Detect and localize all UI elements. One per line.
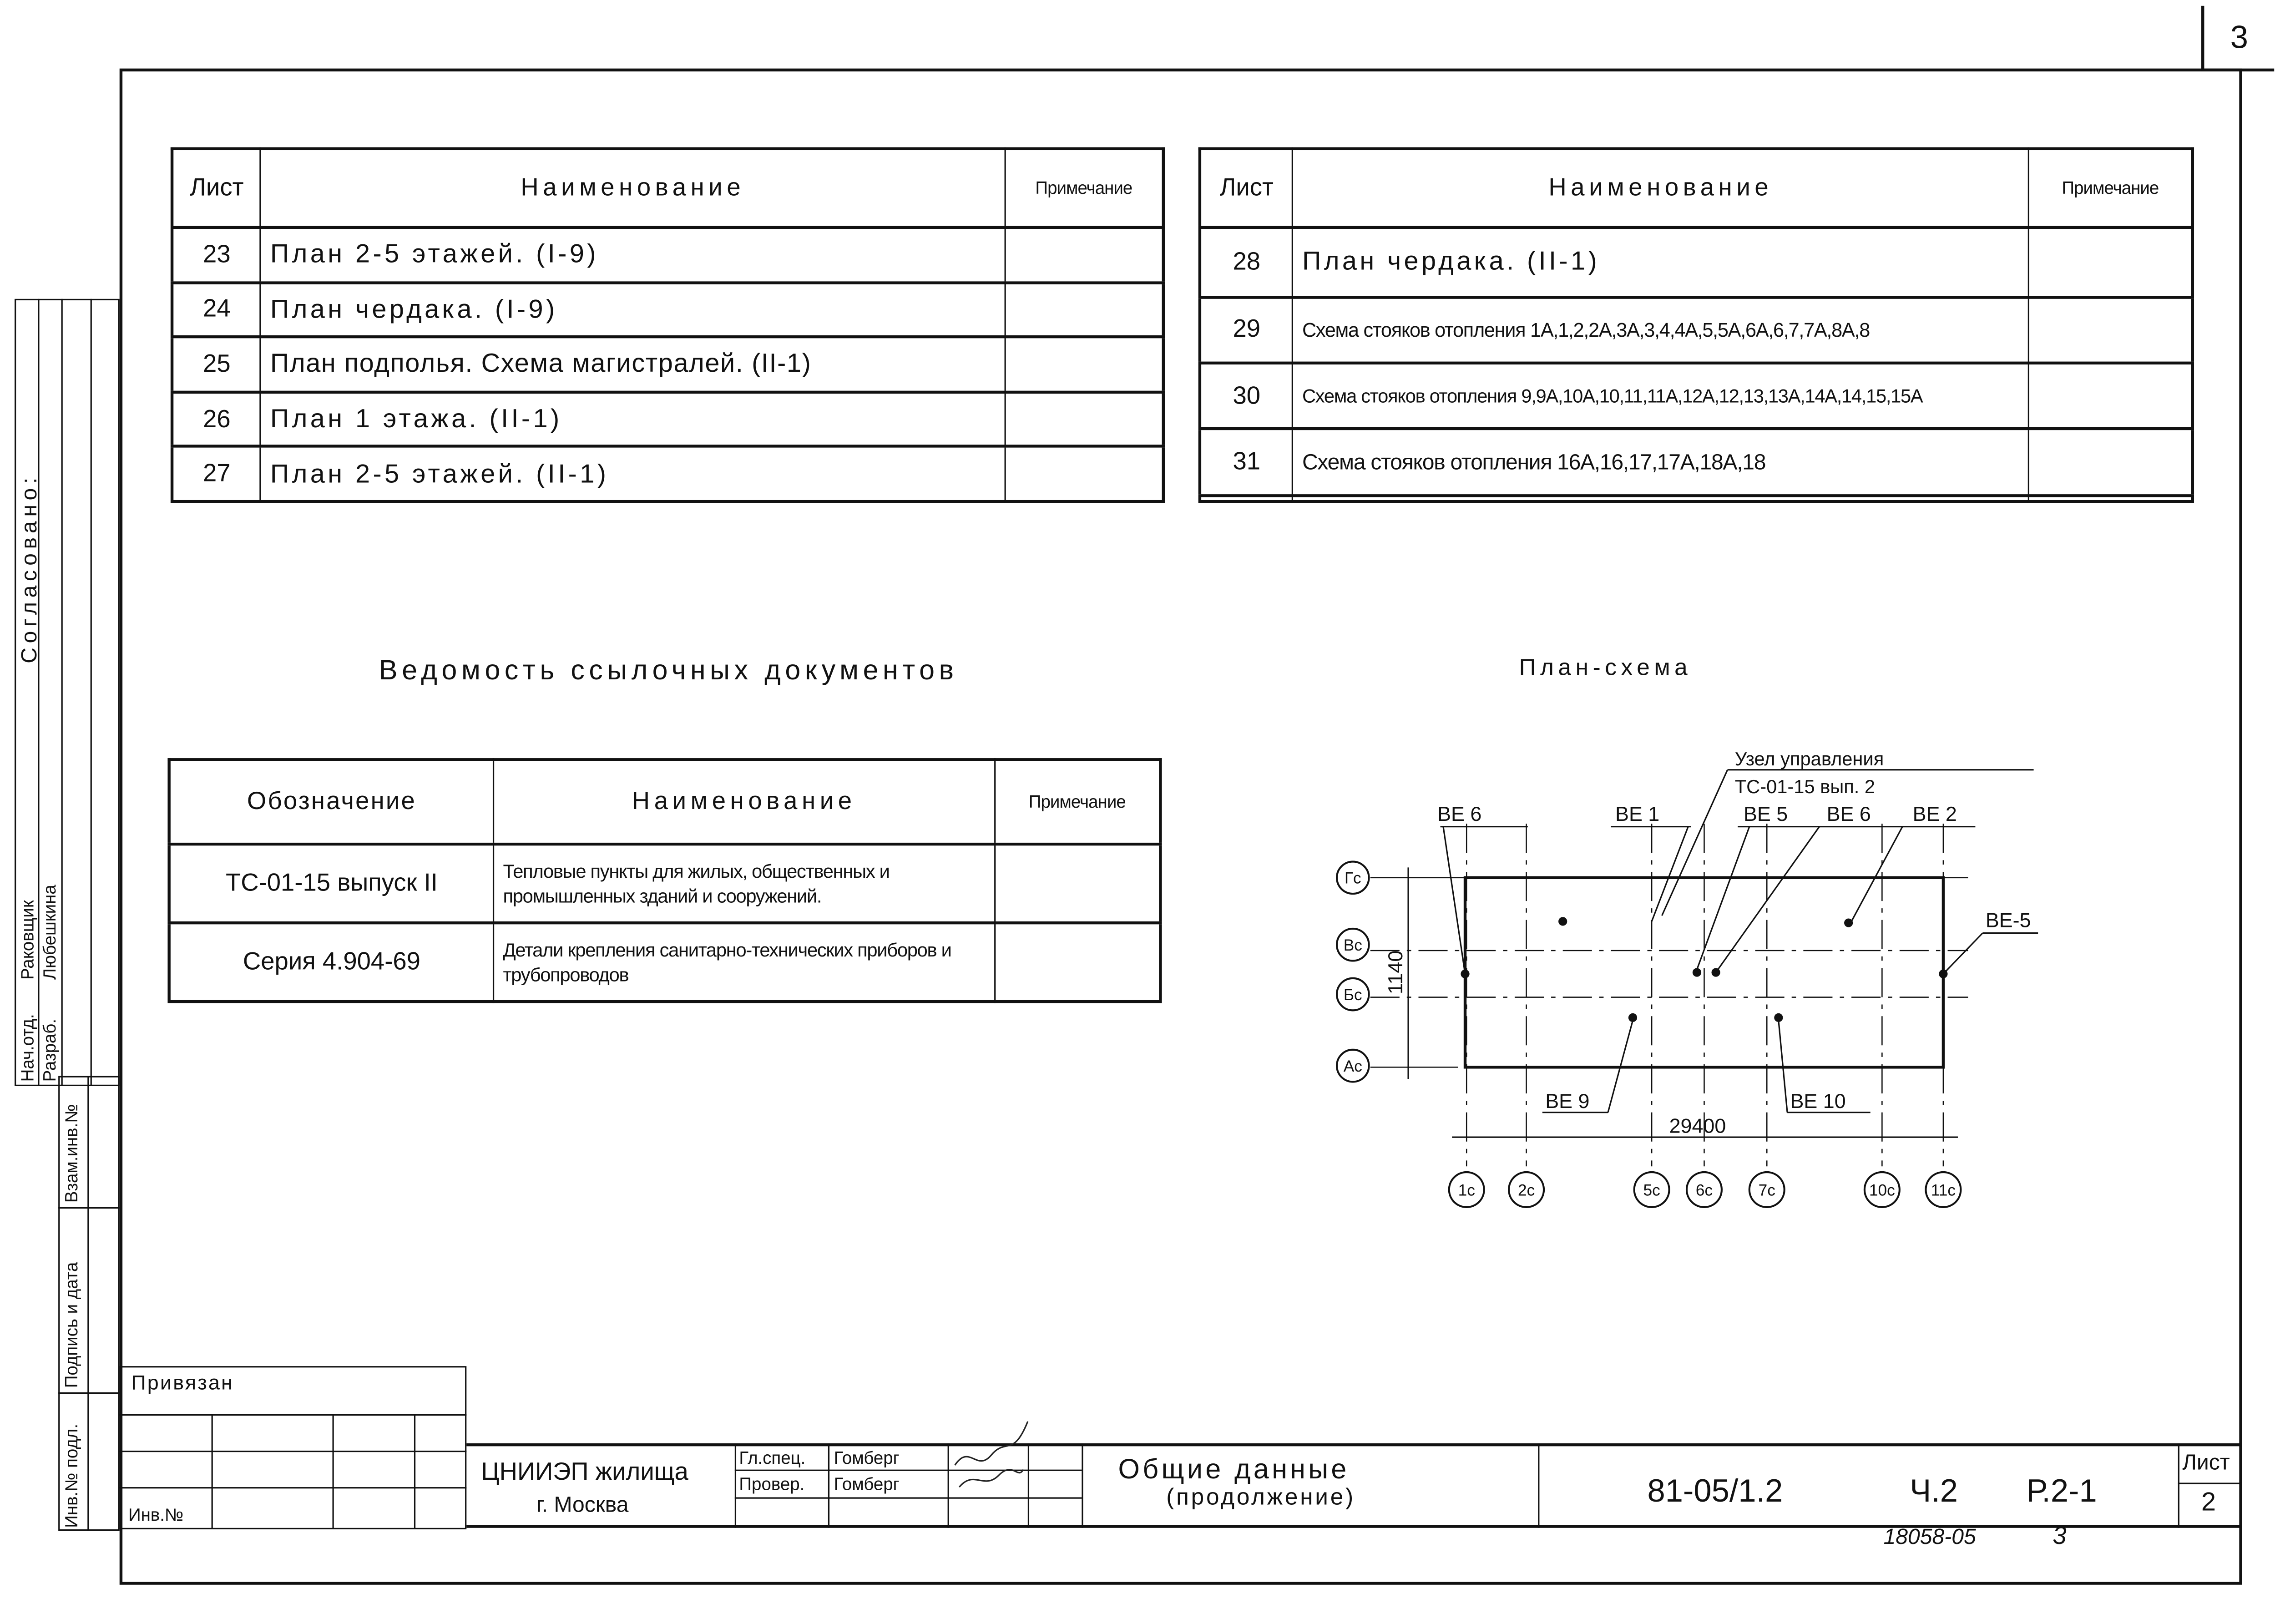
sheet-number: 30 [1200,363,1293,430]
name-developer: Любешкина [39,885,60,980]
inv-no-label: Инв.№ [128,1504,184,1525]
bound-label: Привязан [131,1370,234,1394]
riser-point [1628,1013,1637,1022]
name-checked: Гомберг [834,1474,900,1495]
riser-point [1461,970,1469,978]
ref-designation: ТС-01-15 выпуск II [169,844,494,923]
label-be5: ВЕ 5 [1743,802,1788,825]
replace-inv-label: Взам.инв.№ [61,1104,82,1203]
riser-point [1774,1013,1783,1022]
control-unit-label: Узел управления [1734,748,1884,770]
col-header-designation: Обозначение [169,759,494,844]
sheet-number: 28 [1200,228,1293,297]
riser-point [1711,968,1720,976]
doc-code: 81-05/1.2 [1647,1472,1783,1509]
name-head: Раковщик [17,900,38,980]
sheet-name: Схема стояков отопления 9,9А,10А,10,11,11А,12А,12,13,13А,14А,14,15,15А [1293,363,2028,430]
riser-point [1693,968,1701,976]
sheet-number: 26 [172,392,261,446]
sheet-name: Схема стояков отопления 1А,1,2,2А,3А,3,4,4А,5,5А,6А,6,7,7А,8А,8 [1293,297,2028,363]
sheet-name: План 2-5 этажей. (II-1) [261,447,1005,502]
col-header-note: Примечание [2029,149,2193,228]
axis-label: 1с [1458,1181,1475,1199]
name-chief-spec: Гомберг [834,1447,900,1468]
role-checked: Провер. [739,1474,805,1495]
page-number: 3 [2201,6,2274,71]
sheet-label: Лист [2182,1450,2230,1476]
label-be1: ВЕ 1 [1615,802,1660,825]
label-be6: ВЕ 6 [1437,802,1482,825]
riser-point [1558,917,1567,926]
label-be10: ВЕ 10 [1790,1089,1846,1113]
sheet-number: 25 [172,337,261,392]
role-developer: Разраб. [39,1018,60,1082]
axis-label: 6с [1695,1181,1713,1199]
col-header-note: Примечание [995,759,1161,844]
sheet-name: План 1 этажа. (II-1) [261,392,1005,446]
col-header-note: Примечание [1005,149,1163,228]
axis-label: 7с [1758,1181,1775,1199]
sheet-name: План подполья. Схема магистралей. (II-1) [261,337,1005,392]
archive-number: 18058-05 [1883,1525,1976,1550]
col-header-name: Наименование [261,149,1005,228]
dimension-height: 1140 [1384,950,1407,995]
ref-name: Детали крепления санитарно-технических приборов и трубопроводов [494,923,995,1002]
signature [948,1414,1035,1502]
riser-point [1844,919,1853,927]
axis-label: 2с [1517,1181,1535,1199]
dimension-width: 29400 [1669,1114,1726,1138]
inv-orig-label: Инв.№ подл. [61,1423,82,1528]
doc-part: Ч.2 [1910,1472,1958,1509]
col-header-name: Наименование [494,759,995,844]
sheet-name: План 2-5 этажей. (I-9) [261,228,1005,282]
axis-label: Ас [1343,1057,1362,1075]
ref-name: Тепловые пункты для жилых, общественных и промышленных зданий и сооружений. [494,844,995,923]
sheet-name: План чердака. (II-1) [1293,228,2028,297]
ref-designation: Серия 4.904-69 [169,923,494,1002]
role-chief-spec: Гл.спец. [739,1447,806,1468]
sheet-number: 27 [172,447,261,502]
sheet-number: 29 [1200,297,1293,363]
doc-subtitle: (продолжение) [1166,1485,1355,1511]
control-unit-ref: ТС-01-15 вып. 2 [1734,775,1876,797]
axis-label: Вс [1343,936,1362,955]
agreed-label: Согласовано: [17,473,42,663]
axis-label: 10с [1869,1181,1895,1199]
references-title: Ведомость ссылочных документов [379,656,958,687]
doc-title: Общие данные [1118,1455,1350,1486]
role-head: Нач.отд. [17,1014,38,1082]
sheet-number-value: 2 [2201,1487,2216,1517]
plan-title: План-схема [1519,656,1692,681]
label-be2: ВЕ 2 [1912,802,1957,825]
archive-page: 3 [2053,1522,2067,1550]
sign-date-label: Подпись и дата [61,1262,82,1388]
col-header-sheet: Лист [1200,149,1293,228]
axis-label: Бс [1343,986,1362,1004]
label-be6: ВЕ 6 [1826,802,1871,825]
col-header-name: Наименование [1293,149,2028,228]
label-be5-right: ВЕ-5 [1985,908,2031,932]
doc-section: Р.2-1 [2026,1472,2097,1509]
sheet-name: Схема стояков отопления 16А,16,17,17А,18А,18 [1293,429,2028,496]
sheet-number: 23 [172,228,261,282]
org-name: ЦНИИЭП жилища [481,1458,688,1486]
col-header-sheet: Лист [172,149,261,228]
riser-point [1939,970,1947,978]
org-city: г. Москва [536,1492,629,1518]
axis-label: 11с [1931,1181,1956,1199]
sheet-number: 24 [172,282,261,337]
axis-label: 5с [1643,1181,1660,1199]
axis-label: Гс [1344,869,1361,887]
sheet-number: 31 [1200,429,1293,496]
label-be9: ВЕ 9 [1545,1089,1590,1113]
sheet-name: План чердака. (I-9) [261,282,1005,337]
